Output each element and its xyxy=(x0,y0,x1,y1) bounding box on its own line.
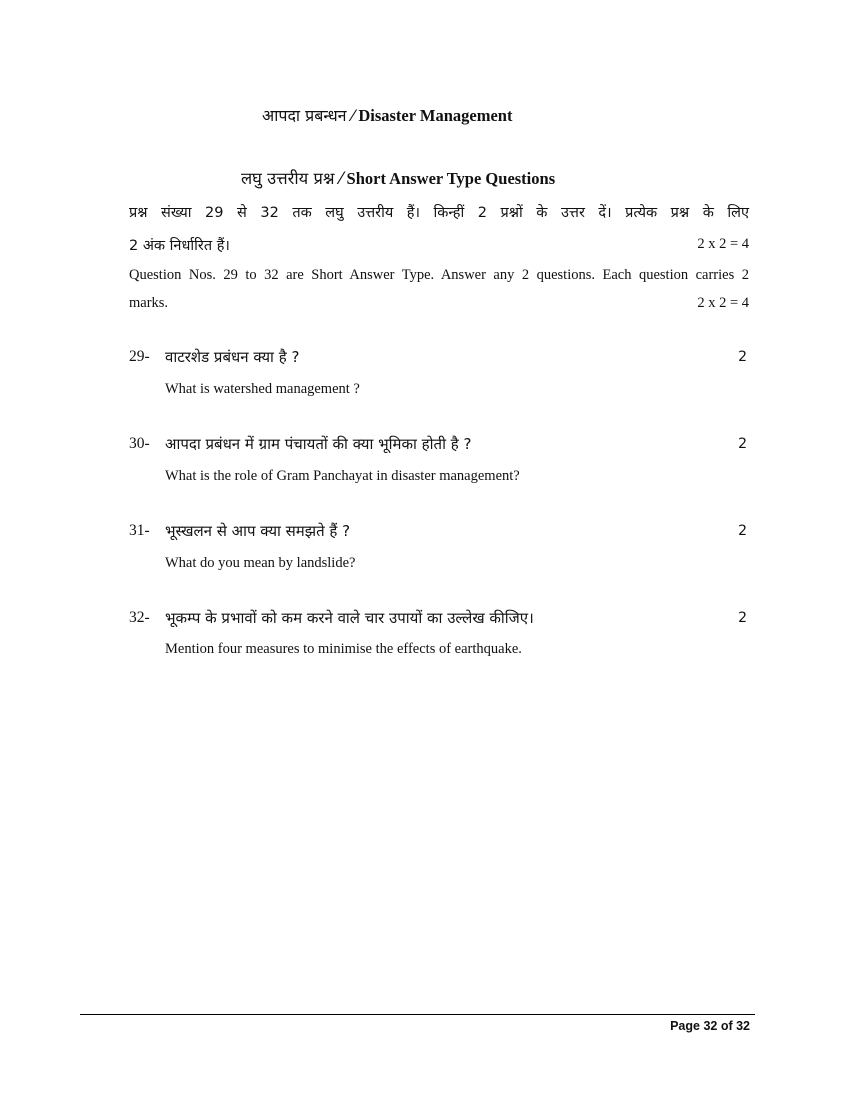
question-number: 29- xyxy=(129,348,150,365)
question-english: Mention four measures to minimise the effects of earthquake. xyxy=(165,641,522,657)
question-hindi: भूस्खलन से आप क्या समझते हैं ? xyxy=(165,522,351,540)
page-number: Page 32 of 32 xyxy=(670,1019,750,1033)
question-number: 32- xyxy=(129,609,150,626)
question-english: What is the role of Gram Panchayat in disaster management? xyxy=(165,468,520,484)
section-title-english: Short Answer Type Questions xyxy=(346,169,556,188)
instruction-hindi-line2: 2 अंक निर्धारित हैं। xyxy=(129,238,230,254)
question-hindi: भूकम्प के प्रभावों को कम करने वाले चार उपायों का उल्लेख कीजिए। xyxy=(165,609,534,627)
question-marks: 2 xyxy=(738,523,747,539)
instruction-english-line2: marks. xyxy=(129,295,169,311)
instruction-english-marks: 2 x 2 = 4 xyxy=(697,295,749,311)
question-marks: 2 xyxy=(738,349,747,365)
page-title-english: Disaster Management xyxy=(358,106,513,125)
page-title xyxy=(262,104,512,126)
question-hindi: वाटरशेड प्रबंधन क्या है ? xyxy=(165,348,300,366)
instruction-english-line1: Question Nos. 29 to 32 are Short Answer Type. Answer any 2 questions. Each question carries 2 xyxy=(129,267,749,283)
question-marks: 2 xyxy=(738,436,747,452)
section-title-hindi: लघु उत्तरीय प्रश्न ⁄ xyxy=(241,169,343,188)
section-title xyxy=(241,166,555,189)
question-english: What do you mean by landslide? xyxy=(165,555,356,571)
question-number: 30- xyxy=(129,435,150,452)
question-english: What is watershed management ? xyxy=(165,381,360,397)
question-hindi: आपदा प्रबंधन में ग्राम पंचायतों की क्या भूमिका होती है ? xyxy=(165,435,472,453)
instruction-hindi-marks: 2 x 2 = 4 xyxy=(697,236,749,252)
instruction-hindi-line1: प्रश्न संख्या 29 से 32 तक लघु उत्तरीय हैं। किन्हीं 2 प्रश्नों के उत्तर दें। प्रत्येक प्रश्न के लिए xyxy=(129,205,749,221)
footer-divider xyxy=(80,1014,755,1015)
question-marks: 2 xyxy=(738,610,747,626)
question-number: 31- xyxy=(129,522,150,539)
page-title-hindi: आपदा प्रबन्धन ⁄ xyxy=(262,106,355,125)
